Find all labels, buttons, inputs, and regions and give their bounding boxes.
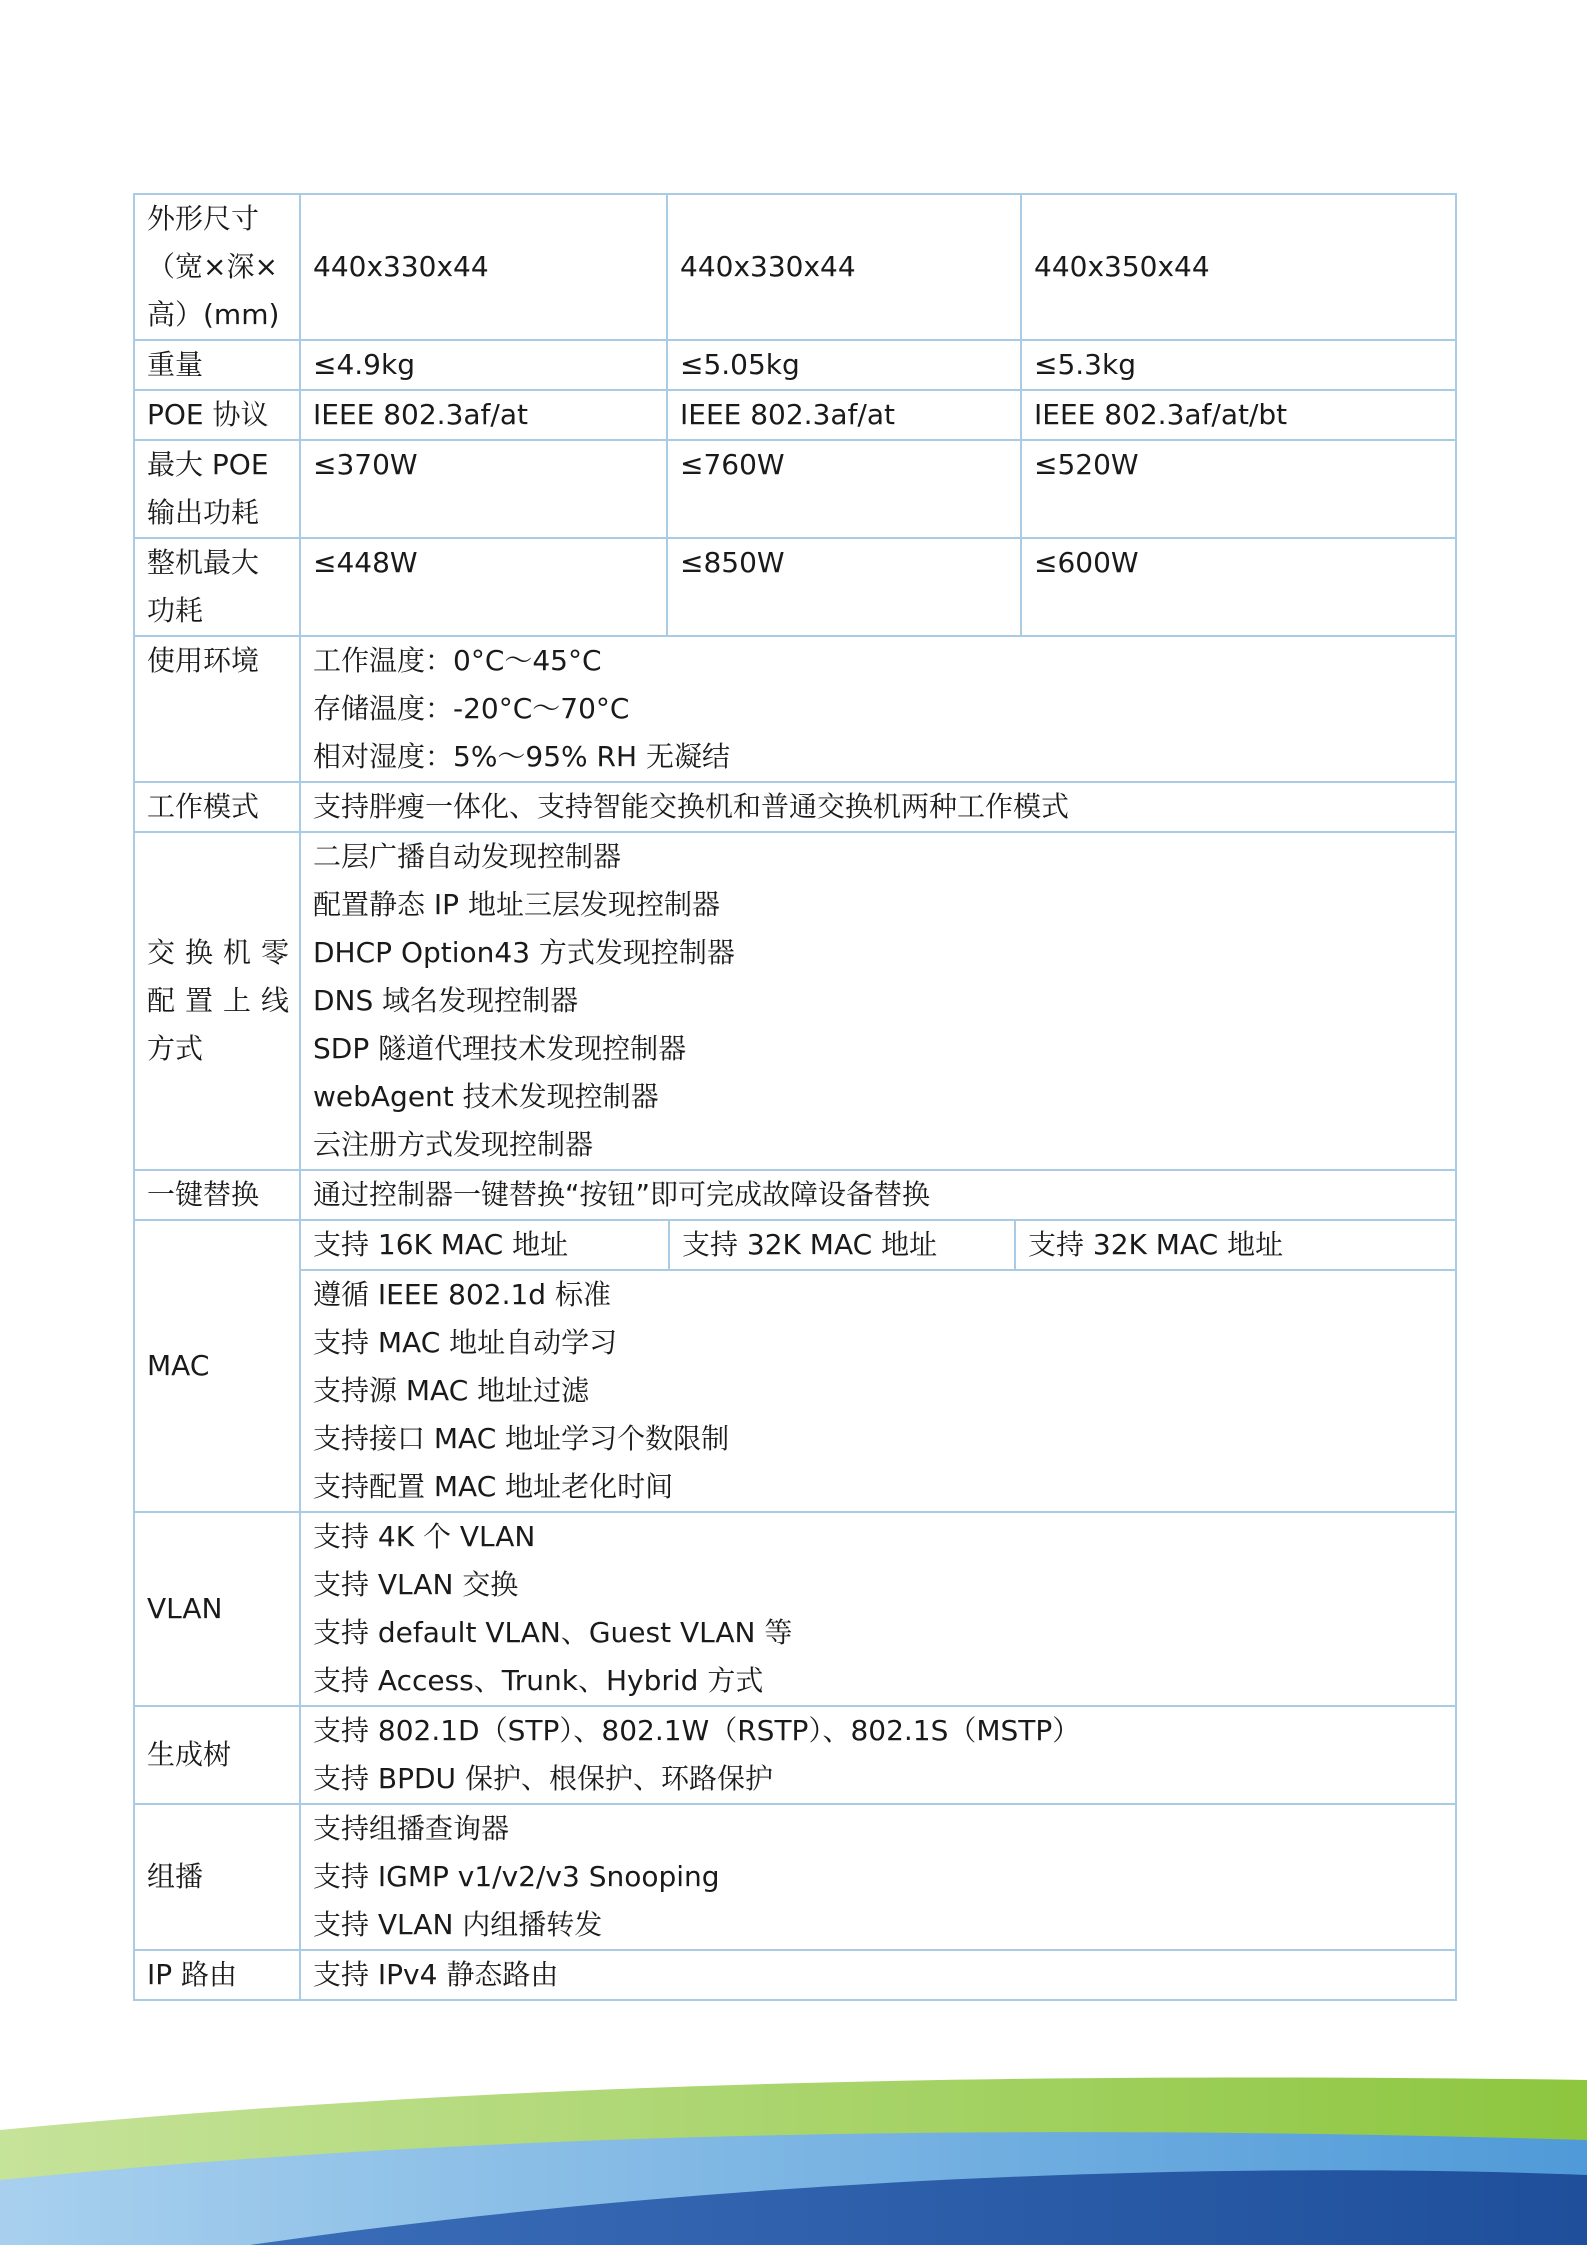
row-poe	[134, 390, 1456, 440]
poe-power-value-3: ≤520W	[1021, 440, 1456, 538]
decorative-wave-footer	[0, 2060, 1587, 2245]
poe-power-label: 最大 POE 输出功耗	[134, 440, 300, 538]
row-spanning-tree	[134, 1706, 1456, 1804]
row-weight	[134, 340, 1456, 390]
routing-value: 支持 IPv4 静态路由	[300, 1950, 1456, 2000]
weight-value-3: ≤5.3kg	[1021, 340, 1456, 390]
replace-label: 一键替换	[134, 1170, 300, 1220]
work-mode-label: 工作模式	[134, 782, 300, 832]
row-mac	[134, 1220, 1456, 1512]
work-mode-value: 支持胖瘦一体化、支持智能交换机和普通交换机两种工作模式	[300, 782, 1456, 832]
environment-value: 工作温度：0°C～45°C 存储温度：-20°C～70°C 相对湿度：5%～95% RH 无凝结	[300, 636, 1456, 782]
poe-value-3: IEEE 802.3af/at/bt	[1021, 390, 1456, 440]
row-environment	[134, 636, 1456, 782]
mac-capacity-row	[301, 1221, 1455, 1270]
row-zero-config	[134, 832, 1456, 1170]
multicast-value: 支持组播查询器 支持 IGMP v1/v2/v3 Snooping 支持 VLAN 内组播转发	[300, 1804, 1456, 1950]
max-power-value-1: ≤448W	[300, 538, 667, 636]
multicast-label: 组播	[134, 1804, 300, 1950]
max-power-value-2: ≤850W	[667, 538, 1021, 636]
mac-value	[300, 1220, 1456, 1512]
row-ip-routing	[134, 1950, 1456, 2000]
stp-label: 生成树	[134, 1706, 300, 1804]
mac-label: MAC	[134, 1220, 300, 1512]
poe-value-1: IEEE 802.3af/at	[300, 390, 667, 440]
replace-value: 通过控制器一键替换“按钮”即可完成故障设备替换	[300, 1170, 1456, 1220]
max-power-label: 整机最大 功耗	[134, 538, 300, 636]
poe-label: POE 协议	[134, 390, 300, 440]
size-value-2: 440x330x44	[667, 194, 1021, 340]
weight-label: 重量	[134, 340, 300, 390]
poe-power-value-1: ≤370W	[300, 440, 667, 538]
mac-features-row	[301, 1270, 1455, 1511]
vlan-value: 支持 4K 个 VLAN 支持 VLAN 交换 支持 default VLAN、Guest VLAN 等 支持 Access、Trunk、Hybrid 方式	[300, 1512, 1456, 1706]
routing-label: IP 路由	[134, 1950, 300, 2000]
mac-capacity-1: 支持 16K MAC 地址	[301, 1221, 669, 1270]
max-power-value-3: ≤600W	[1021, 538, 1456, 636]
spec-table	[133, 193, 1457, 2001]
mac-capacity-3: 支持 32K MAC 地址	[1015, 1221, 1455, 1270]
mac-capacity-table	[301, 1221, 1455, 1511]
row-vlan	[134, 1512, 1456, 1706]
row-size	[134, 194, 1456, 340]
stp-value: 支持 802.1D（STP）、802.1W（RSTP）、802.1S（MSTP） 支持 BPDU 保护、根保护、环路保护	[300, 1706, 1456, 1804]
mac-capacity-2: 支持 32K MAC 地址	[669, 1221, 1015, 1270]
row-poe-power	[134, 440, 1456, 538]
mac-features: 遵循 IEEE 802.1d 标准 支持 MAC 地址自动学习 支持源 MAC 地址过滤 支持接口 MAC 地址学习个数限制 支持配置 MAC 地址老化时间	[301, 1270, 1455, 1511]
row-one-key-replace	[134, 1170, 1456, 1220]
row-work-mode	[134, 782, 1456, 832]
row-multicast	[134, 1804, 1456, 1950]
poe-power-value-2: ≤760W	[667, 440, 1021, 538]
weight-value-2: ≤5.05kg	[667, 340, 1021, 390]
size-value-1: 440x330x44	[300, 194, 667, 340]
size-label: 外形尺寸 （宽×深× 高）(mm)	[134, 194, 300, 340]
zero-config-value: 二层广播自动发现控制器 配置静态 IP 地址三层发现控制器 DHCP Option43 方式发现控制器 DNS 域名发现控制器 SDP 隧道代理技术发现控制器 webAgent 技术发现控制器 云注册方式发现控制器	[300, 832, 1456, 1170]
zero-config-label: 交换机零 配置上线 方式	[134, 832, 300, 1170]
size-value-3: 440x350x44	[1021, 194, 1456, 340]
poe-value-2: IEEE 802.3af/at	[667, 390, 1021, 440]
row-max-power	[134, 538, 1456, 636]
environment-label: 使用环境	[134, 636, 300, 782]
vlan-label: VLAN	[134, 1512, 300, 1706]
weight-value-1: ≤4.9kg	[300, 340, 667, 390]
